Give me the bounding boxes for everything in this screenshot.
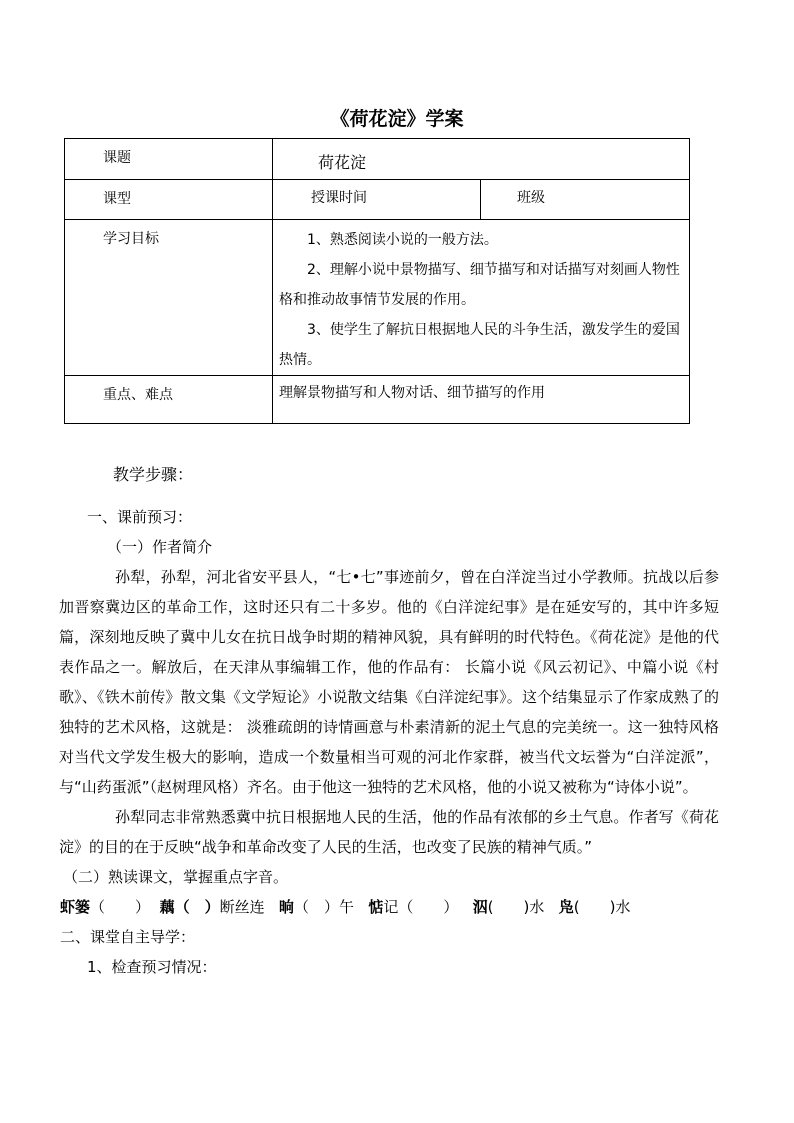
word-tail: 水 bbox=[529, 898, 545, 916]
document-title: 《荷花淀》学案 bbox=[330, 108, 464, 130]
type-label: 课型 bbox=[65, 180, 273, 220]
topic-value: 荷花淀 bbox=[273, 139, 690, 180]
key-row bbox=[65, 376, 690, 424]
lesson-body bbox=[59, 462, 719, 982]
author-paragraph-2: 孙犁同志非常熟悉冀中抗日根据地人民的生活，他的作品有浓郁的乡土气息。作者写《荷花淀》的目的在于反映“战争和革命改变了人民的生活，也改变了民族的精神气质。” bbox=[59, 808, 719, 856]
goals-row bbox=[65, 220, 690, 376]
time-label: 授课时间 bbox=[273, 180, 481, 220]
word: 泅 bbox=[472, 898, 488, 916]
word-tail: 断丝连 bbox=[219, 898, 265, 916]
goal-item: 3、使学生了解抗日根据地人民的斗争生活，激发学生的爱国热情。 bbox=[279, 322, 680, 368]
key-label: 重点、难点 bbox=[65, 376, 273, 424]
answer-blank[interactable]: （ ） bbox=[174, 898, 220, 916]
word-tail: 午 bbox=[338, 898, 354, 916]
topic-label: 课题 bbox=[65, 139, 273, 180]
topic-row bbox=[65, 139, 690, 180]
answer-blank[interactable]: 记（ ） bbox=[383, 898, 459, 916]
class-label: 班级 bbox=[481, 180, 690, 220]
word-tail: 水 bbox=[615, 898, 631, 916]
answer-blank[interactable]: ( ) bbox=[487, 898, 530, 916]
goal-item: 1、熟悉阅读小说的一般方法。 bbox=[307, 232, 498, 248]
steps-heading: 教学步骤： bbox=[113, 465, 194, 484]
section-heading: 二、课堂自主导学： bbox=[60, 928, 196, 946]
goal-item: 2、理解小说中景物描写、细节描写和对话描写对刻画人物性格和推动故事情节发展的作用。 bbox=[279, 262, 680, 308]
type-row bbox=[65, 180, 690, 220]
pronunciation-list bbox=[60, 892, 719, 922]
subsection-heading: （二）熟读课文，掌握重点字音。 bbox=[63, 868, 289, 886]
word: 晌 bbox=[278, 898, 294, 916]
list-item: 1、检查预习情况： bbox=[87, 958, 217, 976]
answer-blank[interactable]: （ ） bbox=[293, 898, 339, 916]
lesson-info-table bbox=[64, 138, 690, 424]
word: 藕 bbox=[159, 898, 175, 916]
answer-blank[interactable]: （ ） bbox=[90, 898, 151, 916]
word: 凫 bbox=[558, 898, 574, 916]
goals-label: 学习目标 bbox=[65, 220, 273, 376]
word: 惦 bbox=[368, 898, 384, 916]
answer-blank[interactable]: ( ) bbox=[573, 898, 616, 916]
key-value: 理解景物描写和人物对话、细节描写的作用 bbox=[273, 376, 690, 424]
section-heading: 一、课前预习： bbox=[87, 508, 193, 526]
word: 虾篓 bbox=[60, 898, 91, 916]
subsection-heading: （一）作者简介 bbox=[107, 538, 213, 556]
goals-cell bbox=[273, 220, 690, 376]
author-paragraph: 孙犁，孙犁，河北省安平县人，“七•七”事迹前夕，曾在白洋淀当过小学教师。抗战以后参加晋察冀边区的革命工作，这时还只有二十多岁。他的《白洋淀纪事》是在延安写的，其中许多短篇，深刻地反映了冀中儿女在抗日战争时期的精神风貌，具有鲜明的时代特色。《荷花淀》是他的代表作品之一。解放后，在天津从事编辑工作，他的作品有： 长篇小说《风云初记》、中篇小说《村歌》、《铁木前传》散文集《文学短论》小说散文结集《白洋淀纪事》。这个结集显示了作家成熟了的独特的艺术风格，这就是： 淡雅疏朗的诗情画意与朴素清新的泥土气息的完美统一。这一独特风格对当代文学发生极大的影响，造成一个数量相当可观的河北作家群，被当代文坛誉为“白洋淀派”，与“山药蛋派”（赵树理风格）齐名。由于他这一独特的艺术风格，他的小说又被称为“诗体小说”。 bbox=[59, 568, 719, 796]
